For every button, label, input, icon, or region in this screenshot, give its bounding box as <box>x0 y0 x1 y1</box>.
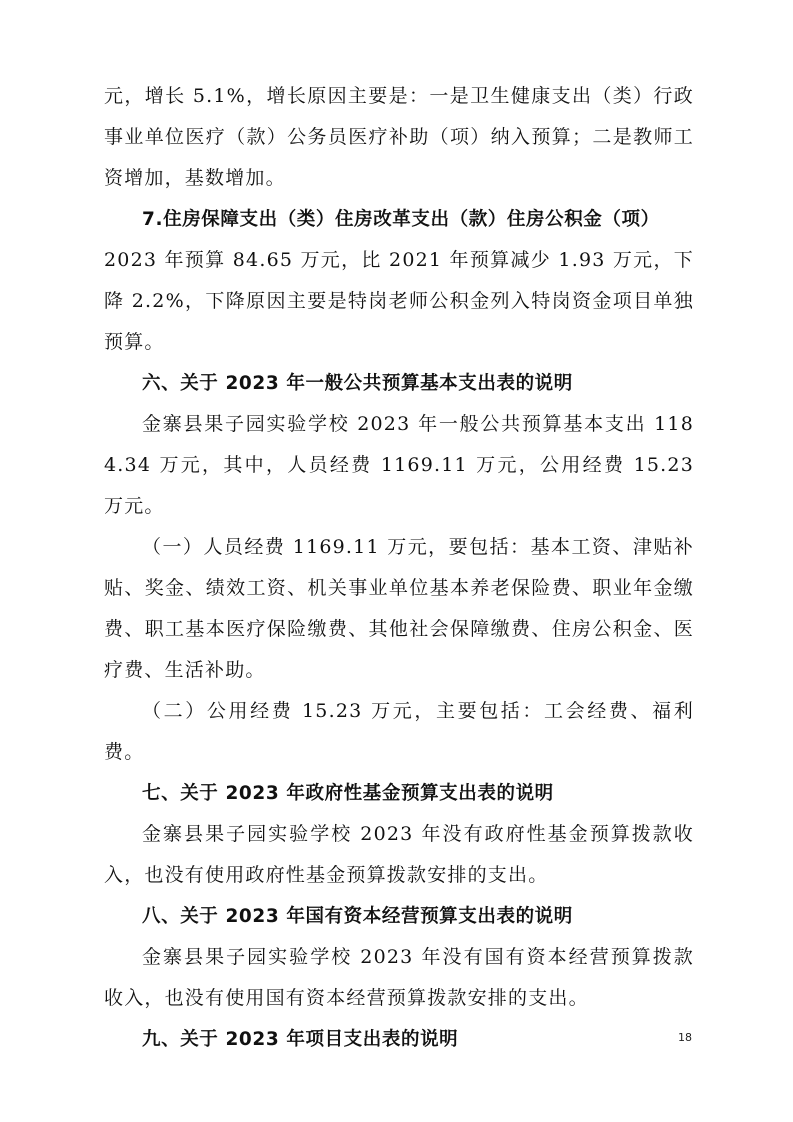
paragraph-public-expenses: （二）公用经费 15.23 万元，主要包括：工会经费、福利费。 <box>104 700 694 763</box>
heading-section-7-government-fund: 七、关于 2023 年政府性基金预算支出表的说明 <box>142 783 554 804</box>
heading-section-9-project-expenditure: 九、关于 2023 年项目支出表的说明 <box>142 1029 459 1050</box>
heading-housing-provident-fund: 7.住房保障支出（类）住房改革支出（款）住房公积金（项） <box>142 209 660 230</box>
page-number: 18 <box>678 1031 692 1044</box>
paragraph-state-capital: 金寨县果子园实验学校 2023 年没有国有资本经营预算拨款收入，也没有使用国有资本经营预算拨款安排的支出。 <box>104 946 694 1009</box>
paragraph-health-expenditure-continued: 元，增长 5.1%，增长原因主要是：一是卫生健康支出（类）行政事业单位医疗（款）公务员医疗补助（项）纳入预算；二是教师工资增加，基数增加。 <box>104 85 694 189</box>
paragraph-housing-provident-fund: 2023 年预算 84.65 万元，比 2021 年预算减少 1.93 万元，下降 2.2%，下降原因主要是特岗老师公积金列入特岗资金项目单独预算。 <box>104 249 694 353</box>
paragraph-basic-expenditure-total: 金寨县果子园实验学校 2023 年一般公共预算基本支出 1184.34 万元，其中，人员经费 1169.11 万元，公用经费 15.23 万元。 <box>104 413 694 517</box>
paragraph-government-fund: 金寨县果子园实验学校 2023 年没有政府性基金预算拨款收入，也没有使用政府性基金预算拨款安排的支出。 <box>104 823 694 886</box>
document-body <box>104 76 694 1060</box>
heading-section-6-basic-expenditure: 六、关于 2023 年一般公共预算基本支出表的说明 <box>142 373 573 394</box>
heading-section-8-state-capital: 八、关于 2023 年国有资本经营预算支出表的说明 <box>142 906 573 927</box>
paragraph-personnel-expenses: （一）人员经费 1169.11 万元，要包括：基本工资、津贴补贴、奖金、绩效工资、机关事业单位基本养老保险费、职业年金缴费、职工基本医疗保险缴费、其他社会保障缴费、住房公积金、医疗费、生活补助。 <box>104 536 694 681</box>
